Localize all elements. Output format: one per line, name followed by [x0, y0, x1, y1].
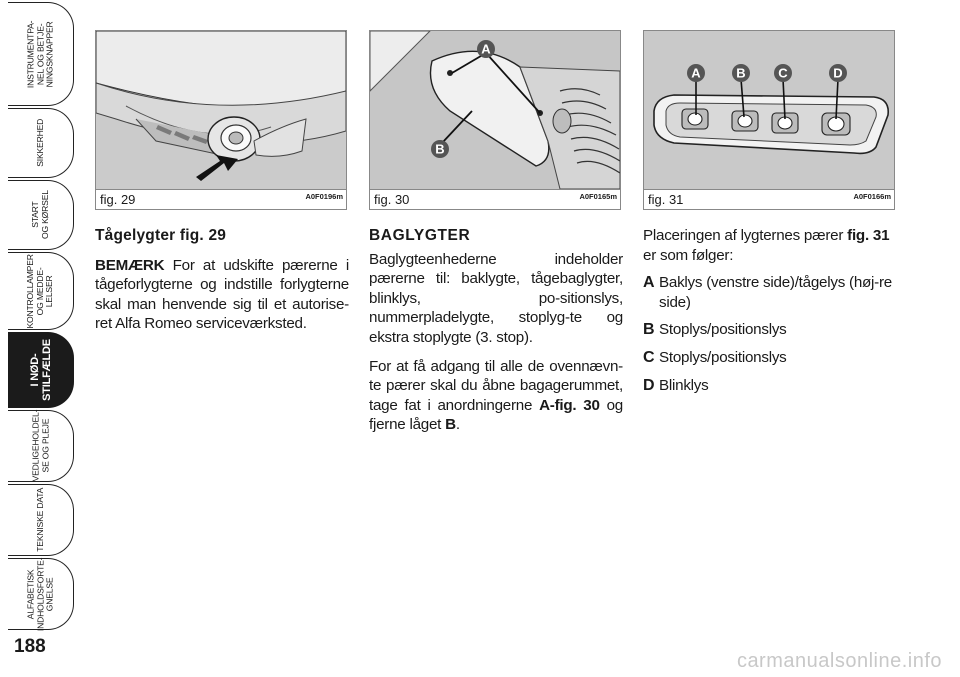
- tab-i-nodstilfaelde[interactable]: I NØD- STILFÆLDE: [8, 332, 74, 408]
- list-item: D Blinklys: [643, 376, 709, 394]
- figure-code: A0F0196m: [305, 192, 343, 201]
- figure-reference: A-fig. 30: [539, 396, 600, 414]
- svg-text:A: A: [691, 65, 701, 81]
- tab-kontrollamper[interactable]: KONTROLLAMPER OG MEDDE- LELSER: [8, 252, 74, 330]
- watermark: carmanualsonline.info: [736, 650, 942, 672]
- callout-b-marker: [431, 140, 449, 158]
- chapter-tabs: [0, 0, 78, 677]
- tab-sikkerhed[interactable]: SIKKERHED: [8, 108, 74, 178]
- svg-text:A: A: [481, 41, 491, 57]
- figure-31: [643, 30, 895, 210]
- rear-light-bulbs-illustration: [644, 31, 894, 189]
- callout-a-marker: [477, 40, 495, 58]
- svg-text:D: D: [833, 65, 843, 81]
- paragraph: Placeringen af lygternes pærer fig. 31 er som følger:: [643, 227, 890, 264]
- callout-a-marker: [687, 64, 705, 82]
- list-item: C Stoplys/positionslys: [643, 348, 787, 366]
- list-item: A Baklys (venstre side)/tågelys (høj-re side): [643, 274, 892, 311]
- list-item: B Stoplys/positionslys: [643, 321, 787, 339]
- figure-label: fig. 30: [374, 192, 410, 207]
- column-bulb-positions: [643, 226, 897, 395]
- section-heading: BAGLYGTER: [369, 227, 471, 244]
- fog-light-illustration: [96, 31, 346, 189]
- column-rear-lights: [369, 226, 623, 435]
- page-number: 188: [14, 636, 46, 657]
- figure-code: A0F0165m: [579, 192, 617, 201]
- svg-text:C: C: [778, 65, 788, 81]
- figure-reference: fig. 31: [847, 227, 890, 244]
- callout-b-marker: [732, 64, 750, 82]
- column-fog-lights: [95, 226, 349, 334]
- svg-text:B: B: [435, 141, 445, 157]
- callout-d-marker: [829, 64, 847, 82]
- tab-tekniske-data[interactable]: TEKNISKE DATA: [8, 484, 74, 556]
- note-paragraph: BEMÆRK For at udskifte pærerne i tågeforlygterne og indstille forlygterne skal man henvende sig til et autorise-ret Alfa Romeo serviceværksted.: [95, 256, 349, 333]
- tab-vedligeholdelse[interactable]: VEDLIGEHOLDEL- SE OG PLEJE: [8, 410, 74, 482]
- tab-start-og-korsel[interactable]: START OG KØRSEL: [8, 180, 74, 250]
- trunk-cover-illustration: [370, 31, 620, 189]
- paragraph: Baglygteenhederne indeholder pærerne til: baklygte, tågebaglygter, blinklys, po-sitionslys, nummerpladelygte, stoplyg-te og ekstra stoplygte (3. stop).: [369, 250, 623, 346]
- figure-30: [369, 30, 621, 210]
- section-heading: Tågelygter fig. 29: [95, 227, 227, 244]
- paragraph: For at få adgang til alle de ovennævn-te pærer skal du åbne bagagerummet, tage fat i anordningerne A-fig. 30 og fjerne låget B.: [369, 357, 623, 434]
- figure-label: fig. 29: [100, 192, 136, 207]
- figure-reference: B: [445, 416, 456, 434]
- figure-label: fig. 31: [648, 192, 684, 207]
- svg-text:B: B: [736, 65, 746, 81]
- note-label: BEMÆRK: [95, 256, 165, 274]
- figure-29: [95, 30, 347, 210]
- tab-instrumentpanel[interactable]: INSTRUMENTPA- NEL OG BETJE- NINGSKNAPPER: [8, 2, 74, 106]
- figure-code: A0F0166m: [853, 192, 891, 201]
- tab-alfabetisk-indhold[interactable]: ALFABETISK INDHOLDSFORTE- GNELSE: [8, 558, 74, 630]
- callout-c-marker: [774, 64, 792, 82]
